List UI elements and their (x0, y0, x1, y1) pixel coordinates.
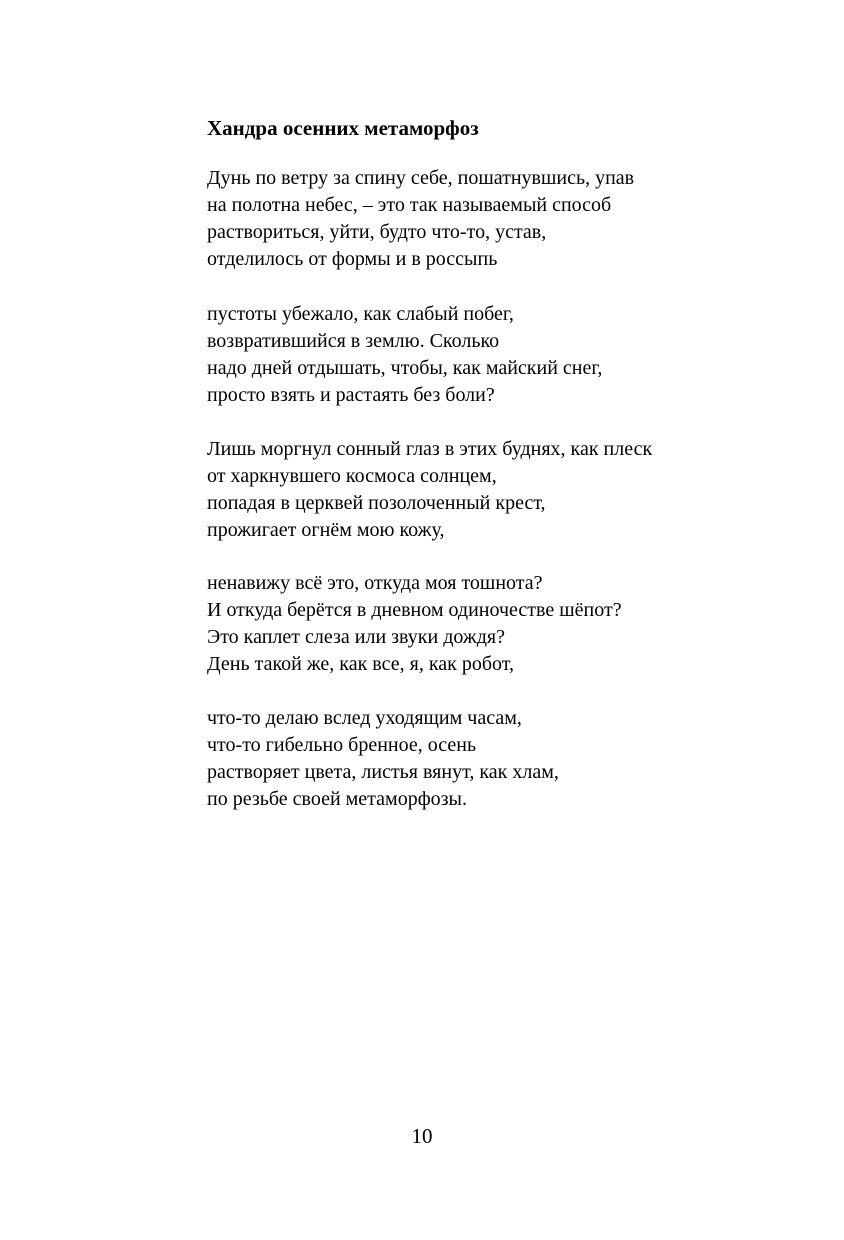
poem-line: надо дней отдышать, чтобы, как майский снег, (207, 357, 603, 379)
poem-line: Лишь моргнул сонный глаз в этих буднях, как плеск (207, 438, 653, 460)
poem-line: просто взять и растаять без боли? (207, 384, 495, 406)
poem-line: по резьбе своей метаморфозы. (207, 788, 467, 810)
poem-title: Хандра осенних метаморфоз (207, 116, 479, 140)
poem-line: отделилось от формы и в россыпь (207, 248, 498, 270)
stanza-2 (207, 301, 602, 409)
poem-line: на полотна небес, – это так называемый способ (207, 194, 612, 216)
stanza-4 (207, 570, 622, 678)
poem-line: И откуда берётся в дневном одиночестве шёпот? (207, 599, 622, 621)
poem-line: попадая в церквей позолоченный крест, (207, 492, 546, 514)
stanza-1 (207, 165, 634, 273)
poem-line: ненавижу всё это, откуда моя тошнота? (207, 572, 543, 594)
page-number: 10 (411, 1124, 433, 1148)
poem-line: растворяет цвета, листья вянут, как хлам, (207, 761, 559, 783)
poem-line: пустоты убежало, как слабый побег, (207, 303, 514, 325)
poem-line: День такой же, как все, я, как робот, (207, 653, 514, 675)
stanza-3 (207, 436, 652, 544)
stanza-5 (207, 705, 559, 813)
poem-line: прожигает огнём мою кожу, (207, 519, 445, 541)
poem-line: Дунь по ветру за спину себе, пошатнувшись, упав (207, 167, 635, 189)
poem-line: раствориться, уйти, будто что-то, устав, (207, 221, 547, 243)
poem-line: что-то гибельно бренное, осень (207, 734, 477, 756)
poem-line: возвратившийся в землю. Сколько (207, 330, 500, 352)
poem-line: Это каплет слеза или звуки дождя? (207, 626, 505, 648)
poem-line: от харкнувшего космоса солнцем, (207, 465, 497, 487)
poem-line: что-то делаю вслед уходящим часам, (207, 707, 522, 729)
